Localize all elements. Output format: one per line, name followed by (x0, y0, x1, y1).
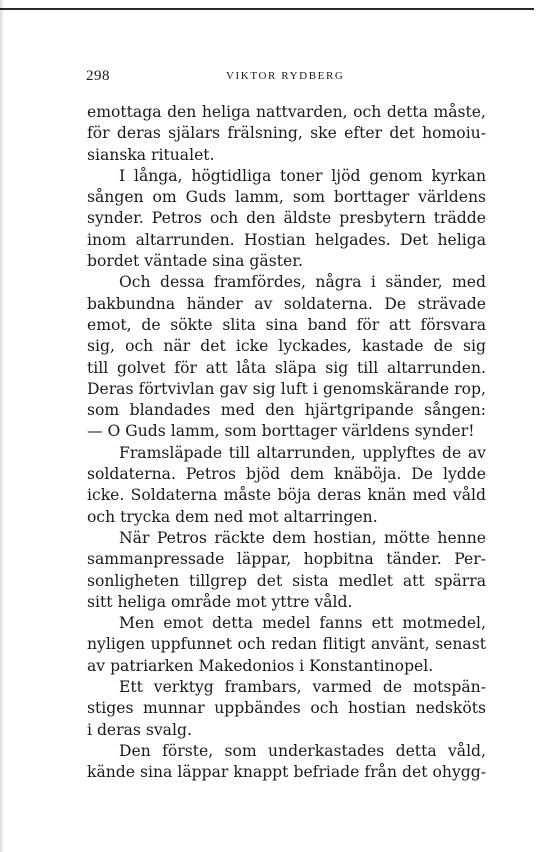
text-line: I långa, högtidliga toner ljöd genom kyrkan (119, 166, 486, 185)
text-line: icke. Soldaterna måste böja deras knän med våld (87, 486, 486, 505)
text-line: bordet väntade sina gäster. (87, 252, 303, 271)
running-head (86, 68, 486, 88)
text-line: Ett verktyg frambars, varmed de motspän- (119, 678, 486, 697)
text-line: emot, de sökte slita sina band för att försvara (87, 315, 486, 334)
text-line: soldaterna. Petros bjöd dem knäböja. De lydde (87, 465, 486, 484)
text-line: Framsläpade till altarrunden, upplyftes de av (119, 443, 486, 462)
text-line: sianska ritualet. (87, 145, 215, 164)
text-line: sången om Guds lamm, som borttager världens (87, 188, 486, 207)
body-text (87, 102, 486, 784)
text-line: stiges munnar uppbändes och hostian nedsköts (87, 699, 486, 718)
text-line: sonligheten tillgrep det sista medlet att spärra (87, 571, 486, 590)
text-line: som blandades med den hjärtgripande sången: (87, 401, 486, 420)
running-head-author: VIKTOR RYDBERG (226, 70, 345, 82)
text-line: bakbundna händer av soldaterna. De strävade (87, 294, 486, 313)
text-line: — O Guds lamm, som borttager världens synder! (87, 422, 475, 441)
text-line: synder. Petros och den äldste presbytern trädde (87, 209, 486, 228)
text-line: emottaga den heliga nattvarden, och detta måste, (87, 103, 486, 121)
page-edge-shadow (0, 0, 4, 852)
text-line: När Petros räckte dem hostian, mötte henne (119, 528, 486, 547)
text-line: Deras förtvivlan gav sig luft i genomskärande rop, (87, 379, 486, 398)
text-line: Men emot detta medel fanns ett motmedel, (119, 614, 486, 633)
text-line: nyligen uppfunnet och redan flitigt använt, senast (87, 635, 486, 654)
text-line: och trycka dem ned mot altarringen. (87, 507, 378, 526)
text-line: Den förste, som underkastades detta våld, (119, 741, 486, 760)
text-line: sammanpressade läppar, hopbitna tänder. Per- (87, 550, 486, 569)
page-number: 298 (86, 68, 110, 84)
text-line: i deras svalg. (87, 720, 192, 739)
text-line: till golvet för att låta släpa sig till altarrunden. (87, 358, 486, 377)
text-line: Och dessa framfördes, några i sänder, med (119, 273, 486, 292)
text-line: kände sina läppar knappt befriade från det ohygg- (87, 763, 486, 782)
text-line: sitt heliga område mot yttre våld. (87, 592, 353, 611)
text-line: av patriarken Makedonios i Konstantinopel. (87, 656, 434, 675)
text-line: inom altarrunden. Hostian helgades. Det heliga (87, 230, 486, 249)
top-rule (0, 8, 534, 10)
text-line: för deras själars frälsning, ske efter det homoiu- (87, 124, 486, 143)
text-line: sig, och när det icke lyckades, kastade de sig (87, 337, 486, 356)
